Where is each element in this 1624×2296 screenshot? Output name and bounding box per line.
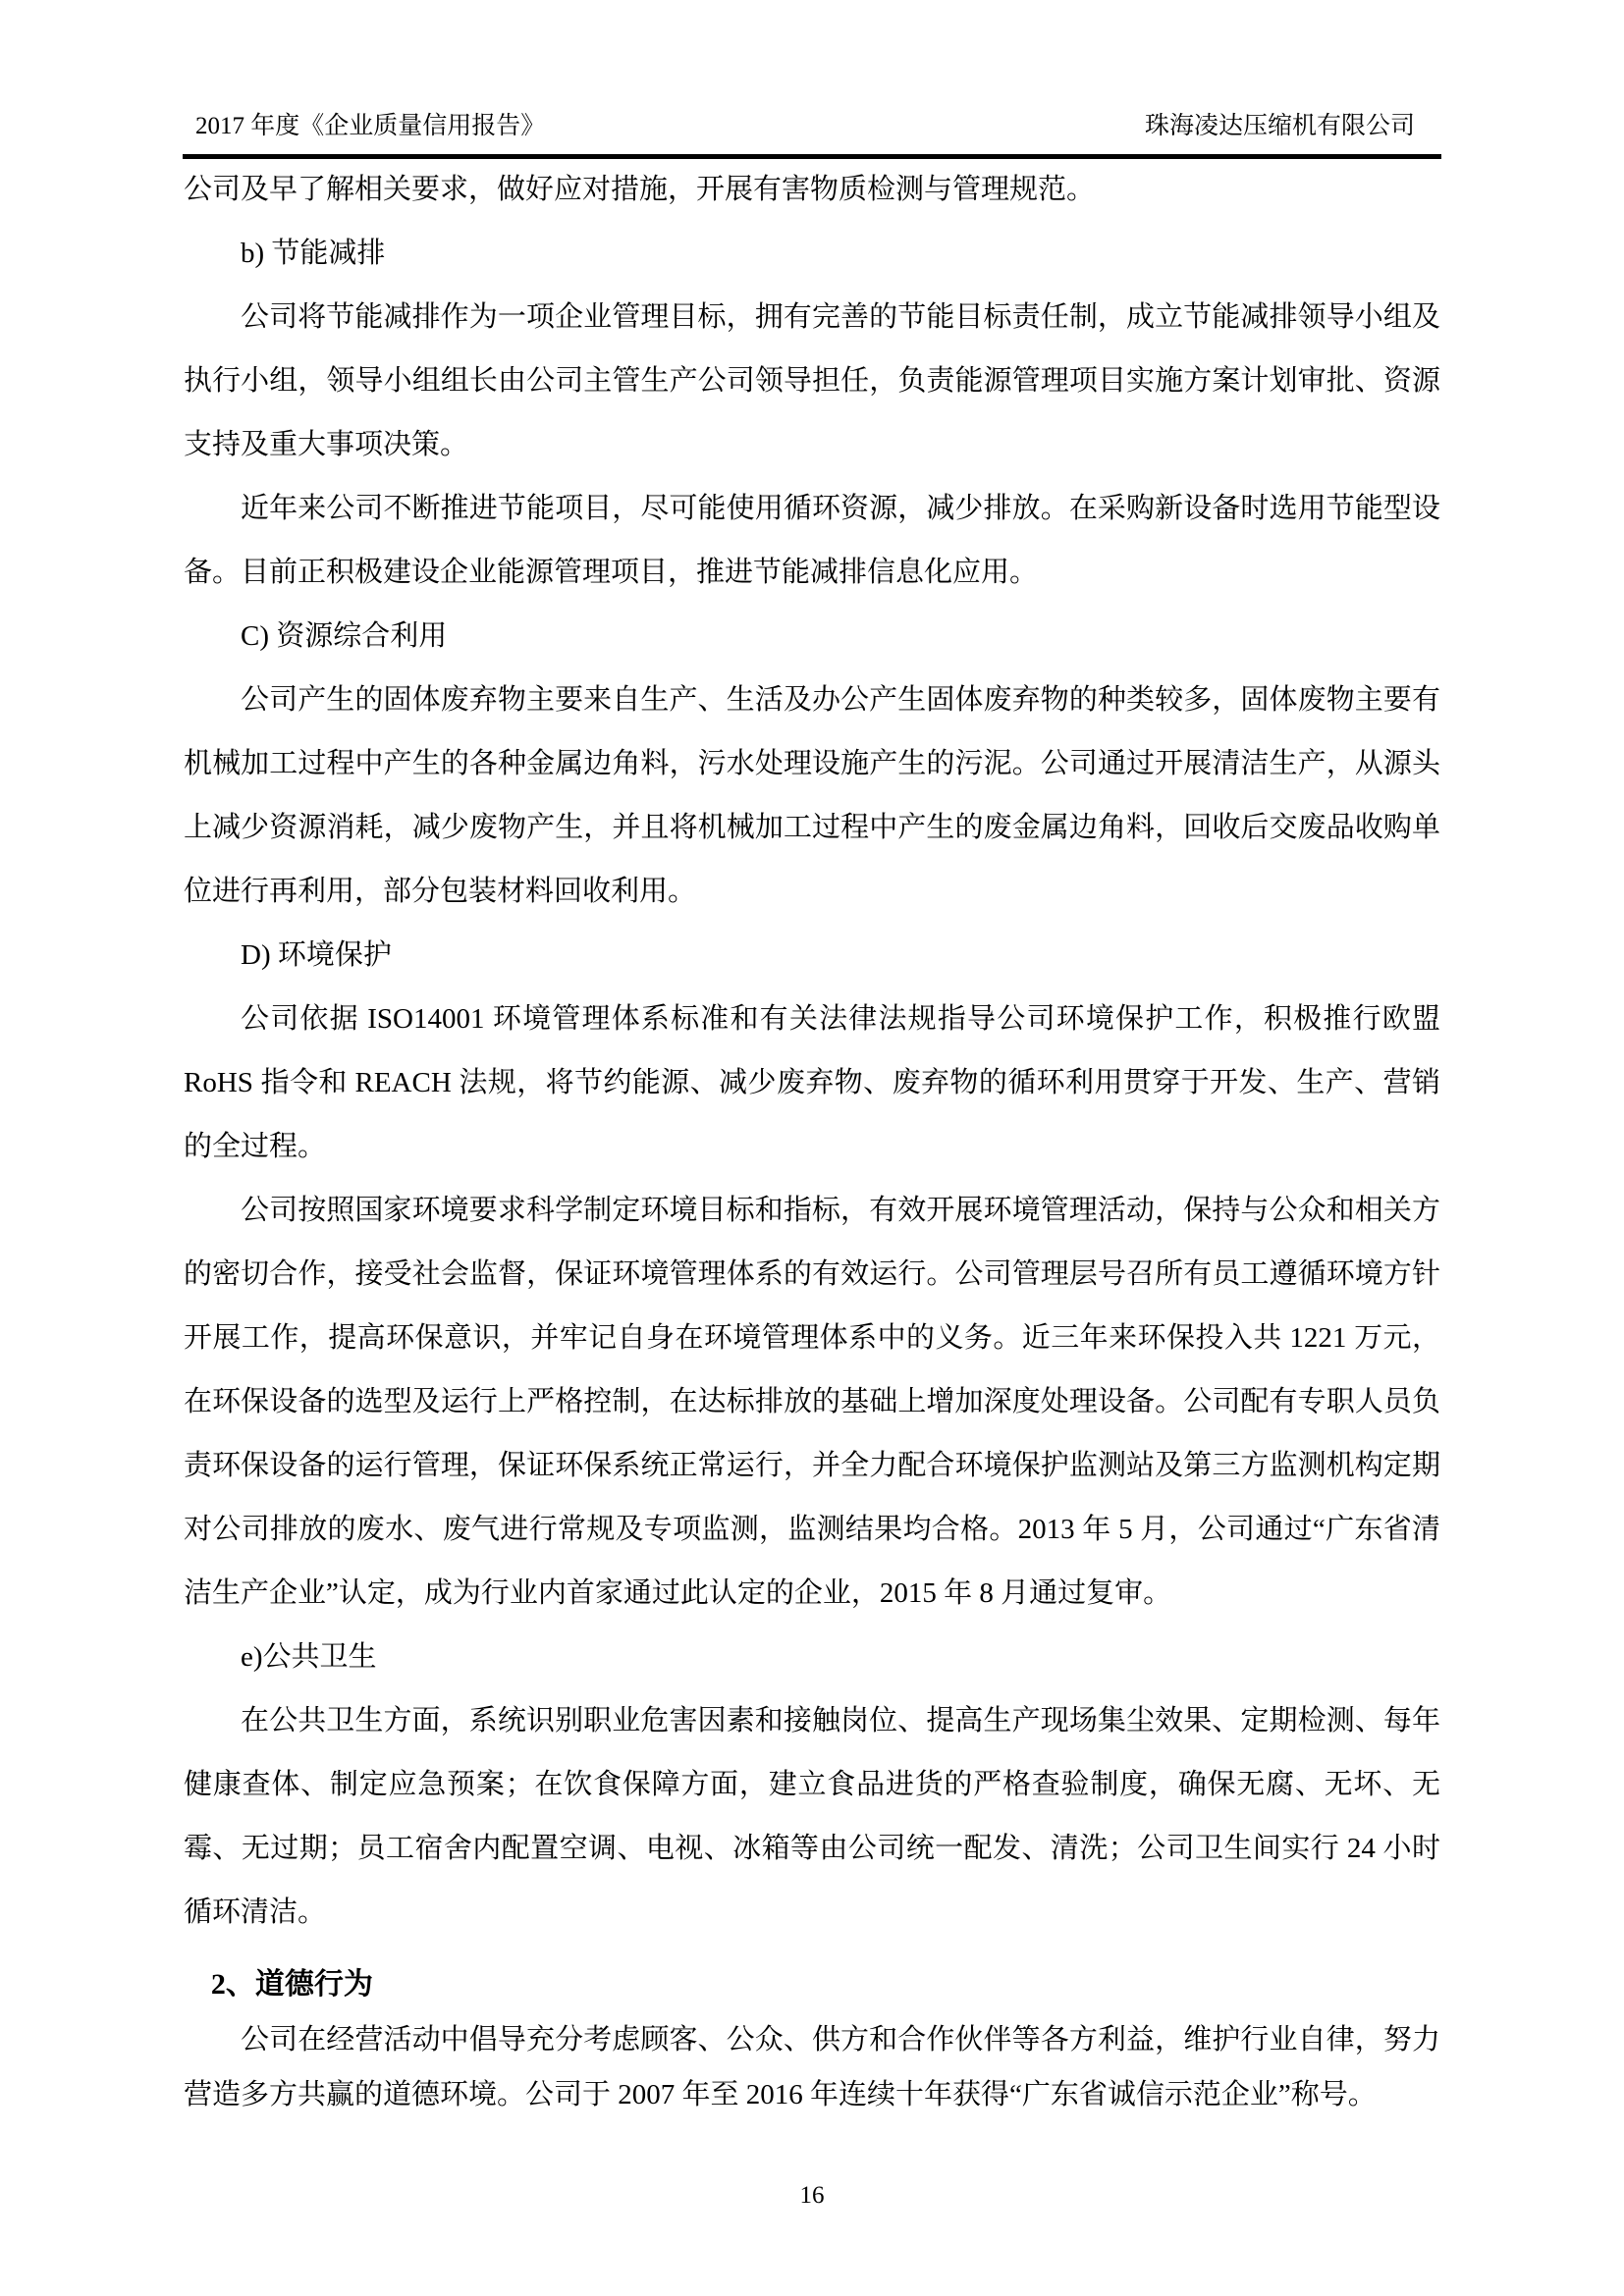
paragraph-solid-waste: 公司产生的固体废弃物主要来自生产、生活及办公产生固体废弃物的种类较多，固体废物主要有机械加工过程中产生的各种金属边角料，污水处理设施产生的污泥。公司通过开展清洁生产，从源头上减少资源消耗，减少废物产生，并且将机械加工过程中产生的废金属边角料，回收后交废品收购单位进行再利用，部分包装材料回收利用。 <box>184 684 1440 907</box>
paragraph-iso14001: 公司依据 ISO14001 环境管理体系标准和有关法律法规指导公司环境保护工作，积极推行欧盟 RoHS 指令和 REACH 法规，将节约能源、减少废弃物、废弃物的循环利用贯穿于开发、生产、营销的全过程。 <box>184 1003 1440 1162</box>
document-body <box>184 158 1440 2122</box>
paragraph-energy-projects: 近年来公司不断推进节能项目，尽可能使用循环资源，减少排放。在采购新设备时选用节能型设备。目前正积极建设企业能源管理项目，推进节能减排信息化应用。 <box>184 493 1440 588</box>
subheading-e-public-health: e)公共卫生 <box>241 1641 377 1673</box>
subheading-d-environmental-protection: D) 环境保护 <box>241 939 392 971</box>
paragraph-moral-behavior: 公司在经营活动中倡导充分考虑顾客、公众、供方和合作伙伴等各方利益，维护行业自律，努力营造多方共赢的道德环境。公司于 2007 年至 2016 年连续十年获得“广东省诚信示范企业”称号。 <box>184 2024 1440 2110</box>
paragraph-energy-management: 公司将节能减排作为一项企业管理目标，拥有完善的节能目标责任制，成立节能减排领导小组及执行小组，领导小组组长由公司主管生产公司领导担任，负责能源管理项目实施方案计划审批、资源支持及重大事项决策。 <box>184 301 1440 460</box>
paragraph-environment-management: 公司按照国家环境要求科学制定环境目标和指标，有效开展环境管理活动，保持与公众和相关方的密切合作，接受社会监督，保证环境管理体系的有效运行。公司管理层号召所有员工遵循环境方针开展工作，提高环保意识，并牢记自身在环境管理体系中的义务。近三年来环保投入共 1221 万元，在环保设备的选型及运行上严格控制，在达标排放的基础上增加深度处理设备。公司配有专职人员负责环保设备的运行管理，保证环保系统正常运行，并全力配合环境保护监测站及第三方监测机构定期对公司排放的废水、废气进行常规及专项监测，监测结果均合格。2013 年 5 月，公司通过“广东省清洁生产企业”认定，成为行业内首家通过此认定的企业，2015 年 8 月通过复审。 <box>184 1195 1440 1609</box>
paragraph-public-health: 在公共卫生方面，系统识别职业危害因素和接触岗位、提高生产现场集尘效果、定期检测、每年健康查体、制定应急预案；在饮食保障方面，建立食品进货的严格查验制度，确保无腐、无坏、无霉、无过期；员工宿舍内配置空调、电视、冰箱等由公司统一配发、清洗；公司卫生间实行 24 小时循环清洁。 <box>184 1705 1440 1928</box>
header-report-title: 2017 年度《企业质量信用报告》 <box>195 113 546 139</box>
heading-moral-behavior: 2、道德行为 <box>210 1968 373 2001</box>
page-header <box>184 110 1442 143</box>
subheading-b-energy-saving: b) 节能减排 <box>241 238 386 269</box>
subheading-c-resource-utilization: C) 资源综合利用 <box>241 620 448 652</box>
paragraph-continuation: 公司及早了解相关要求，做好应对措施，开展有害物质检测与管理规范。 <box>184 174 1096 205</box>
page-number: 16 <box>799 2182 825 2209</box>
header-company-name: 珠海凌达压缩机有限公司 <box>1144 113 1415 139</box>
